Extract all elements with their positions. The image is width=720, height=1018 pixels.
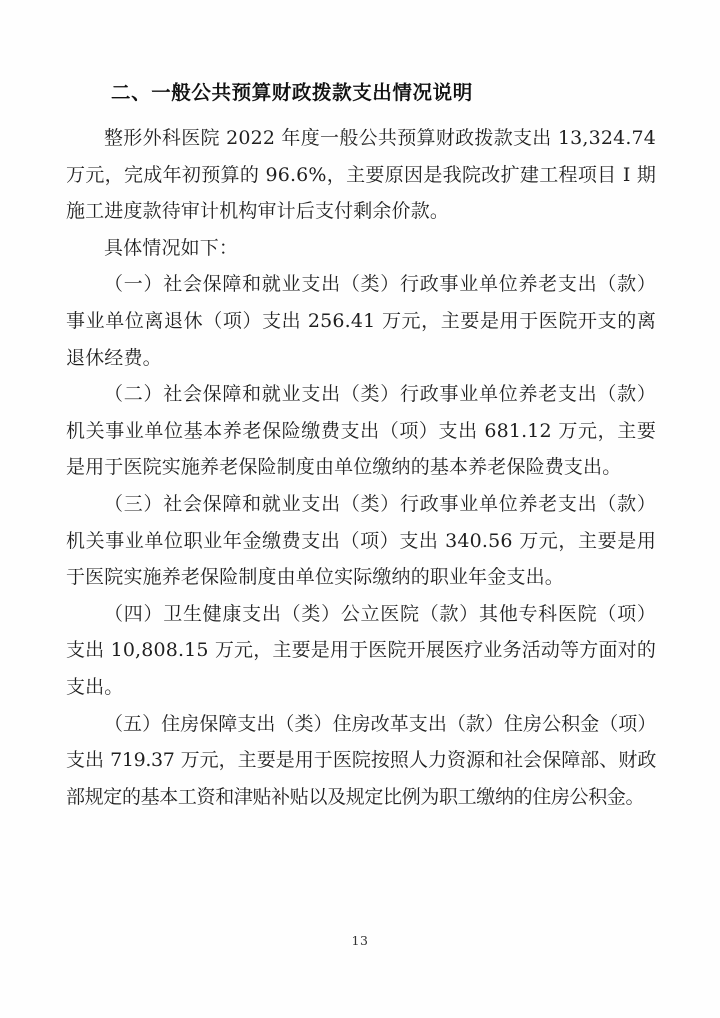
- document-body: [66, 78, 656, 815]
- lead-in-paragraph: 具体情况如下：: [104, 236, 239, 259]
- expenditure-item-4: （四）卫生健康支出（类）公立医院（款）其他专科医院（项）支出 10,808.15 万元，主要是用于医院开展医疗业务活动等方面对的支出。: [66, 602, 656, 698]
- expenditure-item-5: （五）住房保障支出（类）住房改革支出（款）住房公积金（项）支出 719.37 万元，主要是用于医院按照人力资源和社会保障部、财政部规定的基本工资和津贴补贴以及规定比例为职工缴纳的住房公积金。: [66, 712, 656, 808]
- expenditure-item-1: （一）社会保障和就业支出（类）行政事业单位养老支出（款）事业单位离退休（项）支出 256.41 万元，主要是用于医院开支的离退休经费。: [66, 273, 656, 369]
- section-heading: 二、一般公共预算财政拨款支出情况说明: [111, 81, 473, 104]
- intro-paragraph: 整形外科医院 2022 年度一般公共预算财政拨款支出 13,324.74 万元，完成年初预算的 96.6%，主要原因是我院改扩建工程项目 I 期施工进度款待审计机构审计后支付剩余价款。: [66, 127, 656, 223]
- expenditure-item-2: （二）社会保障和就业支出（类）行政事业单位养老支出（款）机关事业单位基本养老保险缴费支出（项）支出 681.12 万元，主要是用于医院实施养老保险制度由单位缴纳的基本养老保险费支出。: [66, 383, 656, 479]
- page-number: 13: [351, 933, 369, 948]
- expenditure-item-3: （三）社会保障和就业支出（类）行政事业单位养老支出（款）机关事业单位职业年金缴费支出（项）支出 340.56 万元，主要是用于医院实施养老保险制度由单位实际缴纳的职业年金支出。: [66, 492, 656, 589]
